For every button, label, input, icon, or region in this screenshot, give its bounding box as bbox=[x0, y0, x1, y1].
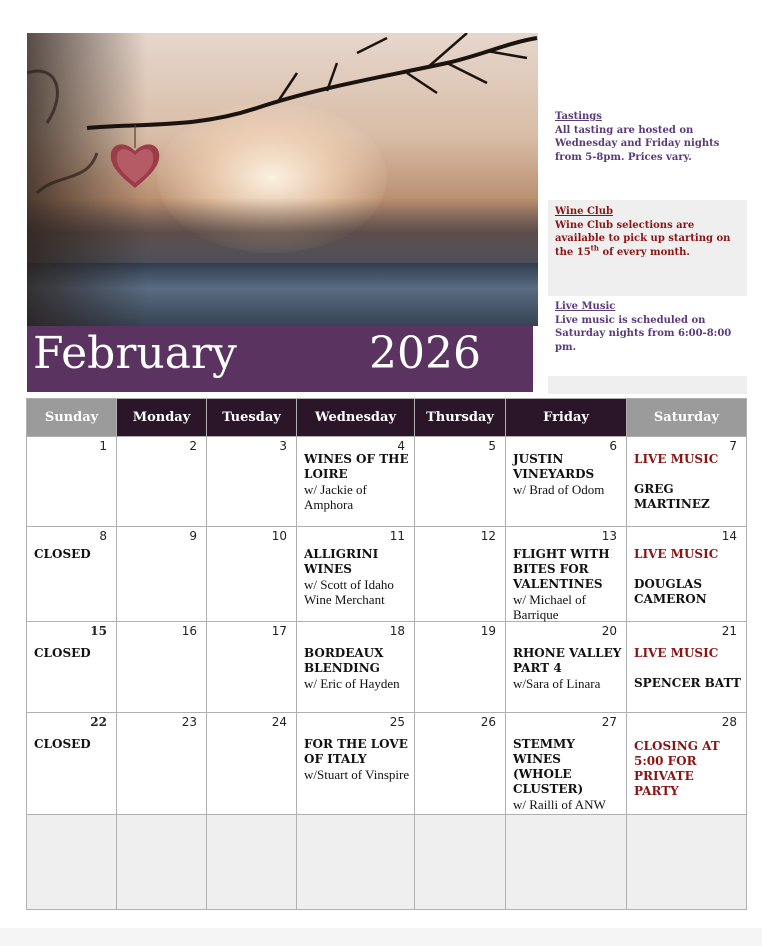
weekday-thursday: Thursday bbox=[415, 399, 506, 437]
day-number: 1 bbox=[99, 439, 107, 453]
day-cell bbox=[207, 622, 297, 713]
event-title: BORDEAUX BLENDING bbox=[304, 646, 384, 675]
day-cell bbox=[627, 622, 747, 713]
day-number: 24 bbox=[271, 715, 287, 729]
day-cell bbox=[506, 437, 627, 527]
event-title: JUSTIN VINEYARDS bbox=[513, 452, 595, 481]
day-cell bbox=[415, 437, 506, 527]
day-cell-empty bbox=[506, 815, 627, 910]
event-host: w/ Eric of Hayden bbox=[304, 676, 400, 691]
event-tasting bbox=[513, 452, 622, 497]
weekday-saturday: Saturday bbox=[627, 399, 747, 437]
event-private-party bbox=[634, 739, 742, 799]
day-cell bbox=[207, 527, 297, 622]
sidebar-wine-club bbox=[548, 200, 747, 296]
day-cell bbox=[297, 713, 415, 815]
day-cell bbox=[117, 527, 207, 622]
day-number: 11 bbox=[389, 529, 405, 543]
event-title: FLIGHT WITH BITES FOR VALENTINES bbox=[513, 547, 610, 591]
live-music-heading: Live Music bbox=[555, 301, 616, 312]
day-number: 17 bbox=[271, 624, 287, 638]
wine-club-heading: Wine Club bbox=[555, 206, 613, 217]
sidebar-spacer bbox=[548, 376, 747, 394]
week-row bbox=[27, 437, 747, 527]
event-title: FOR THE LOVE OF ITALY bbox=[304, 737, 408, 766]
event-live-music bbox=[634, 452, 742, 512]
weekday-monday: Monday bbox=[117, 399, 207, 437]
tastings-text: All tasting are hosted on Wednesday and Friday nights from 5-8pm. Prices vary. bbox=[555, 124, 720, 163]
event-title: CLOSING AT 5:00 FOR PRIVATE PARTY bbox=[634, 739, 720, 798]
day-cell bbox=[297, 622, 415, 713]
event-tasting bbox=[304, 547, 410, 607]
day-cell-empty bbox=[207, 815, 297, 910]
day-number: 16 bbox=[181, 624, 197, 638]
week-row bbox=[27, 713, 747, 815]
day-cell bbox=[415, 527, 506, 622]
day-number: 20 bbox=[601, 624, 617, 638]
event-title: CLOSED bbox=[34, 737, 91, 751]
event-artist: DOUGLAS CAMERON bbox=[634, 577, 707, 606]
event-host: w/ Railli of ANW bbox=[513, 797, 606, 812]
event-host: w/ Brad of Odom bbox=[513, 482, 605, 497]
event-artist: GREG MARTINEZ bbox=[634, 482, 710, 511]
event-closed bbox=[34, 547, 112, 562]
event-tasting bbox=[513, 547, 622, 622]
event-tasting bbox=[513, 737, 622, 812]
day-number: 12 bbox=[480, 529, 496, 543]
day-cell bbox=[506, 527, 627, 622]
day-cell bbox=[627, 713, 747, 815]
event-title: CLOSED bbox=[34, 646, 91, 660]
day-number: 6 bbox=[609, 439, 617, 453]
hero-photo bbox=[27, 33, 538, 326]
day-cell bbox=[506, 622, 627, 713]
day-number: 4 bbox=[397, 439, 405, 453]
page-bottom-band bbox=[0, 928, 762, 946]
day-number: 9 bbox=[189, 529, 197, 543]
calendar-grid bbox=[26, 398, 747, 910]
day-cell bbox=[117, 713, 207, 815]
day-cell bbox=[627, 527, 747, 622]
event-title: LIVE MUSIC bbox=[634, 646, 719, 660]
day-number: 26 bbox=[480, 715, 496, 729]
event-live-music bbox=[634, 646, 742, 691]
day-number: 7 bbox=[729, 439, 737, 453]
branch-heart-icon bbox=[27, 33, 538, 326]
weekday-friday: Friday bbox=[506, 399, 627, 437]
month-title-bar bbox=[27, 326, 533, 392]
event-title: RHONE VALLEY PART 4 bbox=[513, 646, 622, 675]
year-label: 2026 bbox=[369, 328, 481, 379]
day-number: 8 bbox=[99, 529, 107, 543]
day-cell bbox=[207, 437, 297, 527]
day-number: 21 bbox=[721, 624, 737, 638]
event-host: w/ Michael of Barrique bbox=[513, 592, 586, 622]
day-number: 23 bbox=[181, 715, 197, 729]
weekday-sunday: Sunday bbox=[27, 399, 117, 437]
day-number: 22 bbox=[90, 715, 107, 729]
weekday-wednesday: Wednesday bbox=[297, 399, 415, 437]
day-number: 2 bbox=[189, 439, 197, 453]
day-cell bbox=[27, 622, 117, 713]
event-host: w/Sara of Linara bbox=[513, 676, 601, 691]
event-tasting bbox=[513, 646, 622, 691]
day-cell bbox=[27, 527, 117, 622]
day-cell bbox=[117, 622, 207, 713]
live-music-text: Live music is scheduled on Saturday nights from 6:00-8:00 pm. bbox=[555, 314, 732, 353]
event-closed bbox=[34, 737, 112, 752]
day-number: 10 bbox=[271, 529, 287, 543]
weekday-tuesday: Tuesday bbox=[207, 399, 297, 437]
day-cell bbox=[27, 437, 117, 527]
wine-club-text: Wine Club selections are available to pick up starting on the 15th of every month. bbox=[555, 219, 731, 258]
day-cell-empty bbox=[117, 815, 207, 910]
day-cell bbox=[207, 713, 297, 815]
day-number: 19 bbox=[480, 624, 496, 638]
event-artist: SPENCER BATT bbox=[634, 676, 741, 690]
event-title: LIVE MUSIC bbox=[634, 547, 719, 561]
event-closed bbox=[34, 646, 112, 661]
day-number: 15 bbox=[90, 624, 107, 638]
event-title: WINES OF THE LOIRE bbox=[304, 452, 409, 481]
day-number: 14 bbox=[721, 529, 737, 543]
event-host: w/Stuart of Vinspire bbox=[304, 767, 410, 782]
day-cell-empty bbox=[297, 815, 415, 910]
event-tasting bbox=[304, 452, 410, 512]
day-cell bbox=[297, 527, 415, 622]
event-title: STEMMY WINES (WHOLE CLUSTER) bbox=[513, 737, 584, 796]
day-number: 13 bbox=[601, 529, 617, 543]
week-row-empty bbox=[27, 815, 747, 910]
weekday-header-row bbox=[27, 399, 747, 437]
day-cell bbox=[27, 713, 117, 815]
event-title: ALLIGRINI WINES bbox=[304, 547, 379, 576]
day-cell-empty bbox=[415, 815, 506, 910]
event-host: w/ Jackie of Amphora bbox=[304, 482, 367, 512]
day-cell bbox=[117, 437, 207, 527]
day-number: 28 bbox=[721, 715, 737, 729]
event-tasting bbox=[304, 646, 410, 691]
event-host: w/ Scott of Idaho Wine Merchant bbox=[304, 577, 394, 607]
week-row bbox=[27, 622, 747, 713]
day-number: 18 bbox=[389, 624, 405, 638]
day-cell bbox=[506, 713, 627, 815]
tastings-heading: Tastings bbox=[555, 111, 602, 122]
day-cell-empty bbox=[627, 815, 747, 910]
sidebar-tastings bbox=[548, 110, 747, 192]
day-cell bbox=[297, 437, 415, 527]
day-cell-empty bbox=[27, 815, 117, 910]
month-label: February bbox=[33, 328, 237, 379]
week-row bbox=[27, 527, 747, 622]
day-number: 5 bbox=[488, 439, 496, 453]
day-number: 25 bbox=[389, 715, 405, 729]
day-number: 27 bbox=[601, 715, 617, 729]
day-cell bbox=[627, 437, 747, 527]
event-title: CLOSED bbox=[34, 547, 91, 561]
event-title: LIVE MUSIC bbox=[634, 452, 719, 466]
day-cell bbox=[415, 713, 506, 815]
sidebar-live-music bbox=[548, 300, 747, 376]
event-live-music bbox=[634, 547, 742, 607]
day-cell bbox=[415, 622, 506, 713]
day-number: 3 bbox=[279, 439, 287, 453]
event-tasting bbox=[304, 737, 410, 782]
